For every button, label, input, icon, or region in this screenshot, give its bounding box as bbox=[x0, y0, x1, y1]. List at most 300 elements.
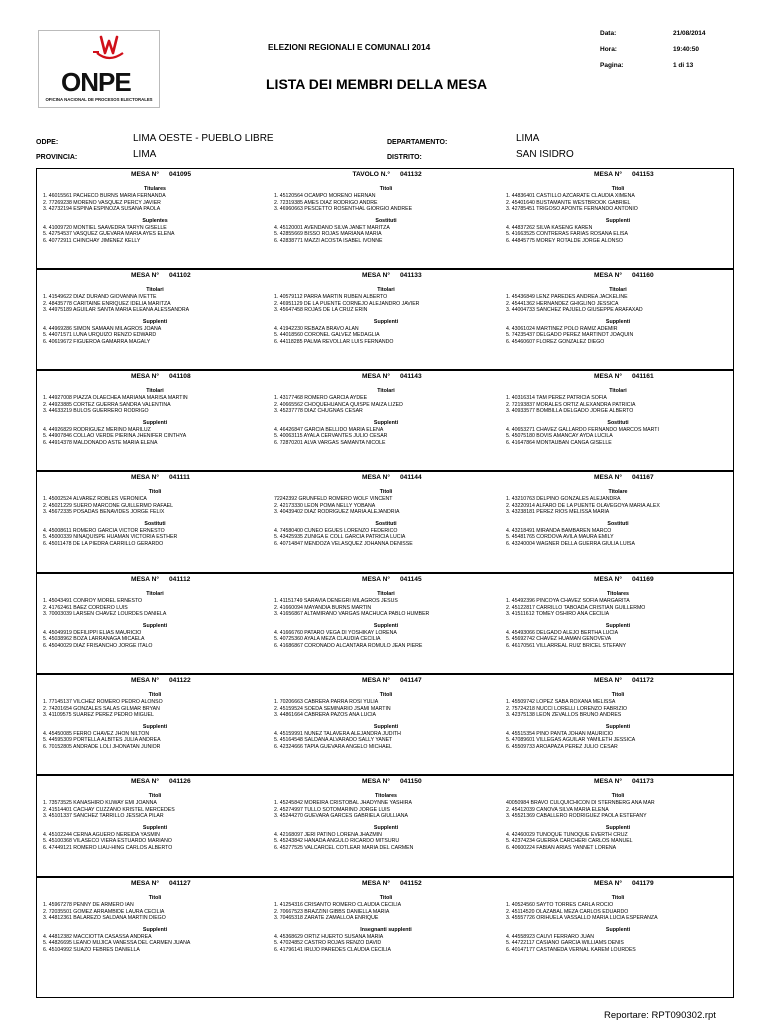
member-row: 4. 45450085 FERRO CHAVEZ JHON NILTON bbox=[43, 730, 150, 737]
distrito-value: SAN ISIDRO bbox=[516, 149, 574, 160]
member-group-label: Titoli bbox=[148, 895, 162, 901]
mesa-header bbox=[502, 171, 734, 181]
member-row: 3. 70003039 LARSEN CHAVEZ LOURDES DANIELA bbox=[43, 611, 167, 618]
mesa-number: 041144 bbox=[400, 474, 422, 481]
meta-time-value: 19:40:50 bbox=[673, 46, 700, 53]
onpe-logo bbox=[38, 30, 160, 108]
member-row: 4. 45515354 PINO PANTA JOHAN MAURICIO bbox=[506, 730, 614, 737]
member-group-label: Suplentes bbox=[142, 217, 168, 224]
member-row: 2. 45412039 CANOVA SILVA MARIA ELENA bbox=[506, 806, 609, 813]
member-row: 4. 45120001 AVENDAÑO SILVA JANET MARITZA bbox=[274, 224, 390, 231]
member-row: 6. 44118285 PALMA REVOLLAR LUIS FERNANDO bbox=[274, 338, 394, 345]
member-row: 4. 42460029 TUÑOQUE TUÑOQUE EVERTH CRUZ bbox=[506, 831, 628, 838]
member-group-label: Supplenti bbox=[373, 824, 399, 831]
mesa-block bbox=[502, 373, 734, 447]
mesa-header bbox=[502, 677, 734, 687]
mesa-block bbox=[270, 272, 502, 346]
member-row: 4. 43061024 MARTINEZ POLO RAMIZ ADEMIR bbox=[506, 325, 618, 332]
member-row: 2. 43220914 ALFARO DE LA PUENTE OLAVEGOYA MARIA ALEX bbox=[506, 502, 660, 509]
mesa-header bbox=[270, 474, 502, 484]
mesa-header bbox=[502, 474, 734, 484]
member-group-label: Supplenti bbox=[373, 723, 399, 730]
meta-page-value: 1 di 13 bbox=[673, 62, 694, 69]
member-row: 2. 75724218 NUCCI LORELLI LORENZO FABRIZIO bbox=[506, 705, 628, 712]
member-row: 5. 44826695 LEAÑO MUJICA VANESSA DEL CARMEN JUANA bbox=[43, 940, 191, 947]
member-row: 4. 45049919 DEFILIPPI ELIAS MAURICIO bbox=[43, 629, 142, 636]
mesa-block bbox=[39, 576, 271, 650]
member-group-label: Supplenti bbox=[605, 318, 631, 325]
mesa-label: MESA N° bbox=[361, 576, 390, 583]
member-group-label: Titoli bbox=[379, 692, 393, 698]
mesa-block bbox=[270, 576, 502, 650]
member-group-label: Titoli bbox=[611, 793, 625, 799]
member-row: 2. 45021229 SUERO MARCONE GUILLERMO RAFAEL bbox=[43, 502, 174, 509]
mesa-header bbox=[502, 576, 734, 586]
mesa-section bbox=[36, 775, 734, 877]
member-row: 1. 45245842 MOREIRA CRISTOBAL JHADYNNE YASHIRA bbox=[274, 800, 412, 806]
member-row: 3. 40933577 BOMBILLA DELGADO JORGE ALBERTO bbox=[506, 408, 634, 415]
member-row: 1. 44927008 PIAZZA OLAECHEA MARIANA MARISA MARTIN bbox=[43, 395, 188, 401]
member-row: 4. 43218491 MIRANDA BAMBAREN MARCO bbox=[506, 527, 612, 534]
member-row: 1. 43177468 ROMERO GARCIA AYDEE bbox=[274, 395, 368, 401]
mesa-label: MESA N° bbox=[130, 677, 159, 684]
member-row: 2. 48435778 CARITAINE ENRIQUEZ IDELIA MARITZA bbox=[43, 300, 171, 307]
mesa-header bbox=[39, 677, 271, 687]
member-row: 2. 45114520 OLAZABAL MEZA CARLOS EDUARDO bbox=[506, 908, 629, 915]
member-row: 3. 42375138 LEON ZEVALLOS BRUNO ANDRES bbox=[506, 712, 622, 719]
member-group-label: Supplenti bbox=[142, 723, 168, 730]
mesa-number: 041172 bbox=[632, 677, 654, 684]
mesa-header bbox=[39, 880, 271, 890]
member-group-label: Supplenti bbox=[605, 824, 631, 831]
mesa-header bbox=[502, 373, 734, 383]
member-row: 4. 45493066 DELGADO ALEJO BERTHA LUCIA bbox=[506, 629, 619, 636]
member-row: 6. 40147177 CASTAÑEDA VERNAL KAREM LOURDES bbox=[506, 946, 636, 953]
member-group-label: Supplenti bbox=[605, 622, 631, 629]
mesa-number: 041112 bbox=[169, 576, 191, 583]
member-group-label: Titoli bbox=[148, 793, 162, 799]
member-row: 6. 45460607 FLOREZ GONZALEZ DIEGO bbox=[506, 338, 605, 345]
meta-time-label: Hora: bbox=[600, 46, 617, 53]
member-row: 3. 44861664 CABRERA PAZOS ANA LUCIA bbox=[274, 712, 376, 719]
mesa-label: MESA N° bbox=[593, 171, 622, 178]
member-group-label: Titoli bbox=[379, 895, 393, 901]
member-row: 6. 45509733 AROAPAZA PEREZ JULIO CESAR bbox=[506, 743, 618, 750]
mesa-section bbox=[36, 269, 734, 370]
member-row: 5. 47089601 VILLEGAS AGUILAR YAMILETH JESSICA bbox=[506, 737, 636, 744]
member-row: 3. 45672335 POSADAS BENAVIDES JORGE FELIX bbox=[43, 509, 165, 516]
member-row: 1. 45043491 CONROY MOREL ERNESTO bbox=[43, 598, 143, 604]
member-row: 5. 74235437 DELGADO PEREZ MARTINOT JOAQUIN bbox=[506, 332, 634, 339]
mesa-number: 041122 bbox=[169, 677, 191, 684]
member-row: 4. 41009720 MONTIEL SAAVEDRA TARYN GISELLE bbox=[43, 224, 167, 231]
distrito-label: DISTRITO: bbox=[387, 154, 422, 161]
member-row: 4. 41666760 PATARO VEGA DI YOSHIKAY LORENA bbox=[274, 629, 397, 636]
mesa-block bbox=[270, 474, 502, 548]
mesa-label: MESA N° bbox=[361, 474, 390, 481]
member-row: 6. 45011478 DE LA PIEDRA CARRILLO GERARDO bbox=[43, 540, 164, 547]
member-row: 4. 44837262 SILVA KASENG KAREN bbox=[506, 224, 593, 231]
member-row: 2. 40665562 CHOQUEHUANCA QUISPE MAIZA LIZED bbox=[274, 401, 403, 408]
member-row: 1. 45967278 PENNY DE ARMERO IAN bbox=[43, 902, 134, 908]
member-row: 5. 42754537 VASQUEZ GUEVARA MARIA AYES ELENA bbox=[43, 231, 175, 238]
mesa-block bbox=[270, 171, 502, 245]
member-row: 6. 45277525 VALCARCEL COTLEAR MARIA DEL CARMEN bbox=[274, 844, 414, 851]
member-row: 5. 45481765 CORDOVA AVILA MAURA EMILY bbox=[506, 534, 614, 541]
member-row: 5. 45243842 HANADA ANGULO RICARDO MITSURU bbox=[274, 838, 400, 845]
member-group-label: Titolare bbox=[608, 489, 628, 495]
mesa-number: 041153 bbox=[632, 171, 654, 178]
member-row: 3. 42732194 ESPINA ESPINOZA SUSANA PAOLA bbox=[43, 206, 161, 213]
mesa-header bbox=[270, 576, 502, 586]
member-row: 3. 41511612 TOMEY OSHIRO ANA CECILIA bbox=[506, 611, 610, 618]
member-row: 4. 40653271 CHAVEZ GALLARDO FERNANDO MARCOS MARTI bbox=[506, 426, 659, 433]
member-row: 1. 45436849 LENZ PAREDES ANDREA JACKELINE bbox=[506, 294, 628, 300]
mesa-label: MESA N° bbox=[593, 474, 622, 481]
member-row: 6. 45104992 SUAZO FEBRES DANIELLA bbox=[43, 946, 140, 953]
member-group-label: Sostituti bbox=[607, 419, 629, 426]
mesa-label: MESA N° bbox=[361, 272, 390, 279]
mesa-header bbox=[270, 677, 502, 687]
member-group-label: Titoli bbox=[148, 489, 162, 495]
member-row: 2. 45441362 HERNANDEZ GHIGLINO JESSICA bbox=[506, 300, 619, 307]
member-row: 2. 72035501 GOMEZ ARRAMBIDE LAURA CECILIA bbox=[43, 908, 165, 915]
member-group-label: Titoli bbox=[611, 895, 625, 901]
member-row: 6. 40600224 FABIAN ARIAS YANNET LORENA bbox=[506, 844, 617, 851]
member-group-label: Supplenti bbox=[142, 318, 168, 325]
mesa-number: 041108 bbox=[169, 373, 191, 380]
member-row: 2. 45401640 BUSTAMANTE WESTBROOK GABRIEL bbox=[506, 199, 631, 206]
member-row: 6. 46170561 VILLARREAL RUIZ BRICEL STEFANY bbox=[506, 642, 627, 649]
member-row: 3. 42785451 TRIGOSO APONTE FERNANDO ANTONIO bbox=[506, 206, 638, 213]
member-row: 1. 45002524 ALVAREZ ROBLES VERONICA bbox=[43, 496, 147, 502]
member-row: 5. 44907846 COLLAO VERDE PIERINA JHENIFER CINTHYA bbox=[43, 433, 187, 440]
member-row: 3. 43238181 PEREZ RIOS MELISSA MARIA bbox=[506, 509, 610, 516]
member-row: 2. 41660094 MAYANDIA BURNS MARTIN bbox=[274, 604, 372, 611]
member-row: 5. 43425935 ZUÑIGA E COLL GARCIA PATRICIA LUCIA bbox=[274, 534, 406, 541]
member-row: 1. 41151749 SARAVIA DENEGRI MILAGROS JESUS bbox=[274, 598, 398, 604]
mesa-number: 041102 bbox=[169, 272, 191, 279]
member-row: 4. 44812382 MACCIOTTA CASASSA ANDREA bbox=[43, 933, 152, 940]
member-row: 2. 41762461 BAEZ CORDERO LUIS bbox=[43, 604, 128, 611]
meta-page-label: Pagina: bbox=[600, 62, 624, 69]
page-title: LISTA DEI MEMBRI DELLA MESA bbox=[266, 76, 488, 92]
mesa-label: MESA N° bbox=[361, 677, 390, 684]
member-row: 3. 44633219 BULOS GUERRERO RODRIGO bbox=[43, 408, 149, 415]
member-row: 1. 77145137 VILCHEZ ROMERO PEDRO ALONSO bbox=[43, 699, 163, 705]
member-row: 3. 41109575 SUAREZ PEREZ PEDRO MIGUEL bbox=[43, 712, 154, 719]
member-row: 3. 44812361 BALAREZO SALDAÑA MARTIN DIEGO bbox=[43, 915, 166, 922]
mesa-number: 041167 bbox=[632, 474, 654, 481]
mesa-block bbox=[502, 778, 734, 852]
mesa-section bbox=[36, 471, 734, 573]
mesa-block bbox=[270, 373, 502, 447]
member-row: 3. 45237778 DIAZ CHUGNAS CESAR bbox=[274, 408, 363, 415]
member-group-label: Titoli bbox=[611, 186, 625, 192]
member-row: 1. 41549622 DIAZ DURAND GIOVANNA IVETTE bbox=[43, 294, 157, 300]
member-row: 3. 40439402 DIAZ RODRIGUEZ MARIA ALEJANDRIA bbox=[274, 509, 400, 516]
mesa-section bbox=[36, 573, 734, 674]
logo-subtext: OFICINA NACIONAL DE PROCESOS ELECTORALES bbox=[45, 97, 153, 102]
member-row: 6. 41686867 CORONADO ALCANTARA ROMULO JEAN PIERE bbox=[274, 642, 423, 649]
member-row: 2. 74201654 GONZALES SALAS GILMAR BRYAN bbox=[43, 705, 160, 712]
member-group-label: Supplenti bbox=[142, 419, 168, 426]
member-group-label: Titolari bbox=[146, 287, 164, 293]
member-group-label: Supplenti bbox=[605, 217, 631, 224]
provincia-label: PROVINCIA: bbox=[36, 154, 78, 161]
member-row: 1. 46015561 PACHECO BURNS MARIA FERNANDA bbox=[43, 193, 166, 199]
member-row: 3. 44975189 AGUILAR SANTA MARIA ELEANA ALESSANDRA bbox=[43, 307, 190, 314]
mesa-label: MESA N° bbox=[130, 171, 159, 178]
member-row: 6. 72870201 ALVA VARGAS SAMANTA NICOLE bbox=[274, 439, 386, 446]
member-row: 1. 41254316 CRISANTO ROMERO CLAUDIA CECILIA bbox=[274, 902, 402, 908]
member-group-label: Titoli bbox=[379, 489, 393, 495]
member-group-label: Titulares bbox=[144, 186, 166, 192]
member-row: 5. 41663525 CONTRERAS FARIAS ROSANA ELISA bbox=[506, 231, 628, 238]
mesa-section bbox=[36, 370, 734, 471]
mesa-label: MESA N° bbox=[361, 778, 390, 785]
mesa-number: 041150 bbox=[400, 778, 422, 785]
mesa-label: MESA N° bbox=[593, 272, 622, 279]
member-row: 2. 45159524 SOEDA SEMINARIO JSAMI MARTIN bbox=[274, 705, 391, 712]
member-row: 1. 40579112 PARRA MARTIN RUBEN ALBERTO bbox=[274, 294, 388, 300]
member-group-label: Titolari bbox=[146, 388, 164, 394]
member-row: 4. 44926829 RODRIGUEZ MERINO MARILUZ bbox=[43, 426, 151, 433]
mesa-block bbox=[39, 880, 271, 954]
mesa-block bbox=[39, 272, 271, 346]
mesa-label: MESA N° bbox=[593, 576, 622, 583]
mesa-header bbox=[502, 778, 734, 788]
member-row: 3. 45647458 ROJAS DE LA CRUZ ERIN bbox=[274, 307, 368, 314]
member-row: 4. 45159991 NUÑEZ TALAVERA ALEJANDRA JUDITH bbox=[274, 730, 401, 737]
mesa-header bbox=[502, 272, 734, 282]
member-row: 2. 45274997 TULLO SOTOMARINO JORGE LUIS bbox=[274, 806, 390, 813]
mesa-header bbox=[39, 778, 271, 788]
member-group-label: Titoli bbox=[611, 692, 625, 698]
mesa-block bbox=[270, 677, 502, 751]
mesa-number: 041143 bbox=[400, 373, 422, 380]
member-group-label: Titolari bbox=[609, 388, 627, 394]
mesa-block bbox=[502, 272, 734, 346]
mesa-section bbox=[36, 877, 734, 998]
mesa-number: 041095 bbox=[169, 171, 192, 178]
member-row: 4. 41942230 REBAZA BRAVO ALAN bbox=[274, 325, 359, 332]
member-group-label: Supplenti bbox=[142, 824, 168, 831]
mesa-label: MESA N° bbox=[593, 373, 622, 380]
mesa-block bbox=[270, 778, 502, 852]
mesa-header bbox=[39, 272, 271, 282]
member-group-label: Titolari bbox=[609, 287, 627, 293]
member-row: 1. 44836401 CASTILLO AZCARATE CLAUDIA XIMENA bbox=[506, 193, 635, 199]
member-group-label: Supplenti bbox=[373, 318, 399, 325]
mesa-block bbox=[502, 880, 734, 954]
member-row: 4. 44558923 CAUVI FERRARO JUAN bbox=[506, 933, 594, 940]
mesa-header bbox=[270, 880, 502, 890]
mesa-label: MESA N° bbox=[130, 880, 159, 887]
member-row: 5. 44018560 CORONEL GALVEZ MEDAGLIA bbox=[274, 332, 380, 339]
member-row: 6. 47449121 ROMERO LIAU-HING CARLOS ALBERTO bbox=[43, 844, 173, 851]
member-row: 1. 40524560 SAYTO TORRES CARLA ROCIO bbox=[506, 902, 614, 908]
member-row: 1. 43210763 DELPINO GONZALES ALEJANDRA bbox=[506, 496, 621, 502]
member-row: 2. 46951129 DE LA PUENTE CORNEJO ALEJANDRO JAVIER bbox=[274, 300, 420, 307]
mesa-block bbox=[502, 576, 734, 650]
member-group-label: Titolari bbox=[377, 287, 395, 293]
member-row: 5. 47024852 CASTRO ROJAS RENZO DAVID bbox=[274, 940, 382, 947]
mesa-header bbox=[39, 171, 271, 181]
mesa-header bbox=[270, 373, 502, 383]
mesa-label: MESA N° bbox=[361, 373, 390, 380]
mesa-block bbox=[502, 474, 734, 548]
member-row: 3. 45101337 SANCHEZ TARRILLO JESSICA PILAR bbox=[43, 813, 164, 820]
member-row: 4. 45008611 ROMERO GARCIA VICTOR ERNESTO bbox=[43, 527, 165, 534]
member-row: 5. 45075180 BOVIS AMANCAY AYDA LUCILA bbox=[506, 433, 613, 440]
mesa-header bbox=[270, 171, 502, 181]
member-row: 2. 41514401 CACHAY CUZZANO KRISTEL MERCEDES bbox=[43, 806, 175, 813]
meta-date-value: 21/08/2014 bbox=[673, 30, 706, 37]
member-row: 6. 43240004 WAGNER DELLA GUERRA GIULIA LUISA bbox=[506, 540, 635, 547]
mesa-number: 041169 bbox=[632, 576, 654, 583]
member-row: 1. 45120564 OCAMPO MORENO HERNAN bbox=[274, 193, 376, 199]
member-row: 6. 42324666 TAPIA GUEVARA ANGELO MICHAEL bbox=[274, 743, 392, 750]
member-row: 5. 45164548 SALDAÑA ALVARADO SALLY YANET bbox=[274, 737, 393, 744]
member-group-label: Sostituti bbox=[375, 217, 397, 224]
member-row: 4. 45368629 ORTIZ HUERTO SUSANA MARIA bbox=[274, 933, 384, 940]
mesa-label: TAVOLO N.° bbox=[352, 171, 390, 178]
mesa-label: MESA N° bbox=[130, 576, 159, 583]
member-row: 5. 45038962 BOZA LARRAÑAGA MICAELA bbox=[43, 636, 145, 643]
member-row: 4. 74580400 CUNEO EGÜES LORENZO FEDERICO bbox=[274, 527, 398, 534]
mesa-block bbox=[270, 880, 502, 954]
member-row: 3. 45521369 CABALLERO RODRIGUEZ PAOLA ESTEFANY bbox=[506, 813, 647, 820]
mesa-number: 041111 bbox=[169, 474, 190, 481]
member-row: 3. 41656867 ALTAMIRANO VARGAS MACHUCA PABLO HUMBER bbox=[274, 611, 430, 618]
member-row: 5. 42374234 GUERRA CARCHERI CARLOS MANUEL bbox=[506, 838, 633, 845]
member-row: 1. 45509742 LOPEZ SABA ROXANA MELISSA bbox=[506, 699, 616, 705]
member-row: 5. 44071571 LUNA URQUIZO RENZO EDWARD bbox=[43, 332, 157, 339]
member-row: 4. 46426847 GARCIA BELLIDO MARIA ELENA bbox=[274, 426, 384, 433]
member-group-label: Supplenti bbox=[605, 926, 631, 933]
member-row: 5. 42855669 BISSO ROJAS MARIANA MARIA bbox=[274, 231, 382, 238]
mesa-label: MESA N° bbox=[593, 778, 622, 785]
member-group-label: Sostituti bbox=[375, 520, 397, 527]
meta-date-label: Data: bbox=[600, 30, 617, 37]
mesa-header bbox=[39, 474, 271, 484]
member-row: 5. 40725360 AYALA MEZA CLAUDIA CECILIA bbox=[274, 636, 381, 643]
mesa-block bbox=[39, 373, 271, 447]
member-row: 6. 45040029 DIAZ FRISANCHO JORGE ITALO bbox=[43, 642, 153, 649]
provincia-value: LIMA bbox=[133, 149, 157, 160]
member-group-label: Titolares bbox=[375, 793, 397, 799]
member-row: 6. 40619672 FIGUEROA GAMARRA MAGALY bbox=[43, 338, 151, 345]
member-row: 6. 41647864 MONTAUBAN CANGA GISELLE bbox=[506, 439, 612, 446]
mesa-label: MESA N° bbox=[361, 880, 390, 887]
mesa-label: MESA N° bbox=[130, 778, 159, 785]
odpe-label: ODPE: bbox=[36, 139, 59, 146]
mesa-header bbox=[39, 373, 271, 383]
member-row: 2. 44923885 CORTEZ GUERRA SANDRA VALENTINA bbox=[43, 401, 171, 408]
member-group-label: Titolari bbox=[377, 591, 395, 597]
member-group-label: Titoli bbox=[379, 186, 393, 192]
member-row: 4. 44969286 SIMON SAMAAN MILAGROS JOANA bbox=[43, 325, 162, 332]
mesa-block bbox=[502, 171, 734, 245]
member-group-label: Titolari bbox=[377, 388, 395, 394]
mesa-number: 041173 bbox=[632, 778, 654, 785]
mesa-number: 041161 bbox=[632, 373, 654, 380]
mesa-block bbox=[502, 677, 734, 751]
mesa-header bbox=[270, 272, 502, 282]
mesa-number: 041152 bbox=[400, 880, 422, 887]
mesa-label: MESA N° bbox=[593, 677, 622, 684]
member-row: 1. 70206663 CABRERA PARRA ROSI YULIA bbox=[274, 699, 379, 705]
logo-wordmark: ONPE bbox=[61, 67, 131, 97]
departamento-value: LIMA bbox=[516, 133, 540, 144]
mesa-grid bbox=[36, 168, 734, 998]
mesa-label: MESA N° bbox=[130, 373, 159, 380]
mesa-number: 041132 bbox=[400, 171, 422, 178]
mesa-number: 041179 bbox=[632, 880, 654, 887]
mesa-header bbox=[502, 880, 734, 890]
member-row: 5. 45692742 CHAVEZ HUAMAN GENOVEVA bbox=[506, 636, 612, 643]
member-row: 6. 42838771 MAZZI ACOSTA ISABEL IVONNE bbox=[274, 237, 383, 244]
report-footer: Reportare: RPT090302.rpt bbox=[604, 1010, 716, 1021]
member-row: 2. 42173330 LEON POMA NELLY YOBANA bbox=[274, 502, 376, 509]
member-row: 6. 70152805 ANDRADE LOLI JHONATAN JUNIOR bbox=[43, 743, 161, 750]
member-group-label: Supplenti bbox=[142, 926, 168, 933]
member-row: 3. 46960663 PESCETTO ROSENTHAL GIORGIO ANDREE bbox=[274, 206, 413, 213]
member-row: 5. 44595309 PORTELLA ALBITES JULIA ANDREA bbox=[43, 737, 161, 744]
member-group-label: Supplenti bbox=[605, 723, 631, 730]
mesa-block bbox=[39, 171, 271, 245]
mesa-number: 041133 bbox=[400, 272, 422, 279]
member-row: 3. 45557726 ORIHUELA VASSALLO MARIA LUCIA ESPERANZA bbox=[506, 915, 658, 922]
mesa-number: 041126 bbox=[169, 778, 191, 785]
member-row: 2. 72193837 MORALES ORTIZ ALEXANDRA PATRICIA bbox=[506, 401, 636, 408]
member-row: 5. 40063115 AYALA CERVANTES JULIO CESAR bbox=[274, 433, 388, 440]
member-row: 5. 45100368 VILASECO VIERA ESTUARDO MARIANO bbox=[43, 838, 172, 845]
mesa-number: 041127 bbox=[169, 880, 191, 887]
member-row: 6. 40772911 CHINCHAY JIMENEZ KELLY bbox=[43, 237, 141, 244]
member-row: 4. 42168097 JERI PATIÑO LORENA JHAZMIN bbox=[274, 831, 382, 838]
member-row: 5. 45000339 NINAQUISPE HUAMAN VICTORIA ESTHER bbox=[43, 534, 178, 541]
member-row: 40050984 BRAVO CULQUICHICON DI STERNBERG ANA MAR bbox=[506, 800, 655, 806]
member-row: 6. 41796141 IRUJO PAREDES CLAUDIA CECILIA bbox=[274, 946, 391, 953]
member-row: 5. 44722117 CASIANO GARCIA WILLIAMS DENIS bbox=[506, 940, 624, 947]
member-group-label: Supplenti bbox=[142, 622, 168, 629]
member-row: 6. 44845775 MOREY ROTALDE JORGE ALONSO bbox=[506, 237, 623, 244]
member-row: 1. 40316314 TAM PEREZ PATRICIA SOFIA bbox=[506, 395, 607, 401]
member-row: 3. 45244270 GUEVARA GARCES GABRIELA GIULLIANA bbox=[274, 813, 408, 820]
member-row: 72242392 GRUNFELD ROMERO WOLF VINCENT bbox=[274, 496, 393, 502]
mesa-section bbox=[36, 674, 734, 775]
mesa-section bbox=[36, 168, 734, 269]
departamento-label: DEPARTAMENTO: bbox=[387, 139, 448, 146]
mesa-number: 041147 bbox=[400, 677, 422, 684]
member-row: 3. 70465318 ZARATE ZAMALLOA ENRIQUE bbox=[274, 915, 379, 922]
member-group-label: Supplenti bbox=[373, 419, 399, 426]
member-row: 2. 45122817 CARRILLO TABOADA CRISTIAN GUILLERMO bbox=[506, 604, 646, 611]
election-subtitle: ELEZIONI REGIONALI E COMUNALI 2014 bbox=[268, 42, 431, 52]
member-row: 1. 45492396 PINCOYA CHAVEZ SOFIA MARGARITA bbox=[506, 598, 630, 604]
mesa-number: 041160 bbox=[632, 272, 654, 279]
mesa-header bbox=[39, 576, 271, 586]
member-row: 2. 77269238 MORENO VASQUEZ PERCY JAVIER bbox=[43, 199, 161, 206]
member-group-label: Titolari bbox=[146, 591, 164, 597]
mesa-block bbox=[39, 778, 271, 852]
member-group-label: Insegnanti supplenti bbox=[360, 926, 412, 933]
mesa-number: 041145 bbox=[400, 576, 422, 583]
member-group-label: Titoli bbox=[148, 692, 162, 698]
mesa-block bbox=[39, 474, 271, 548]
